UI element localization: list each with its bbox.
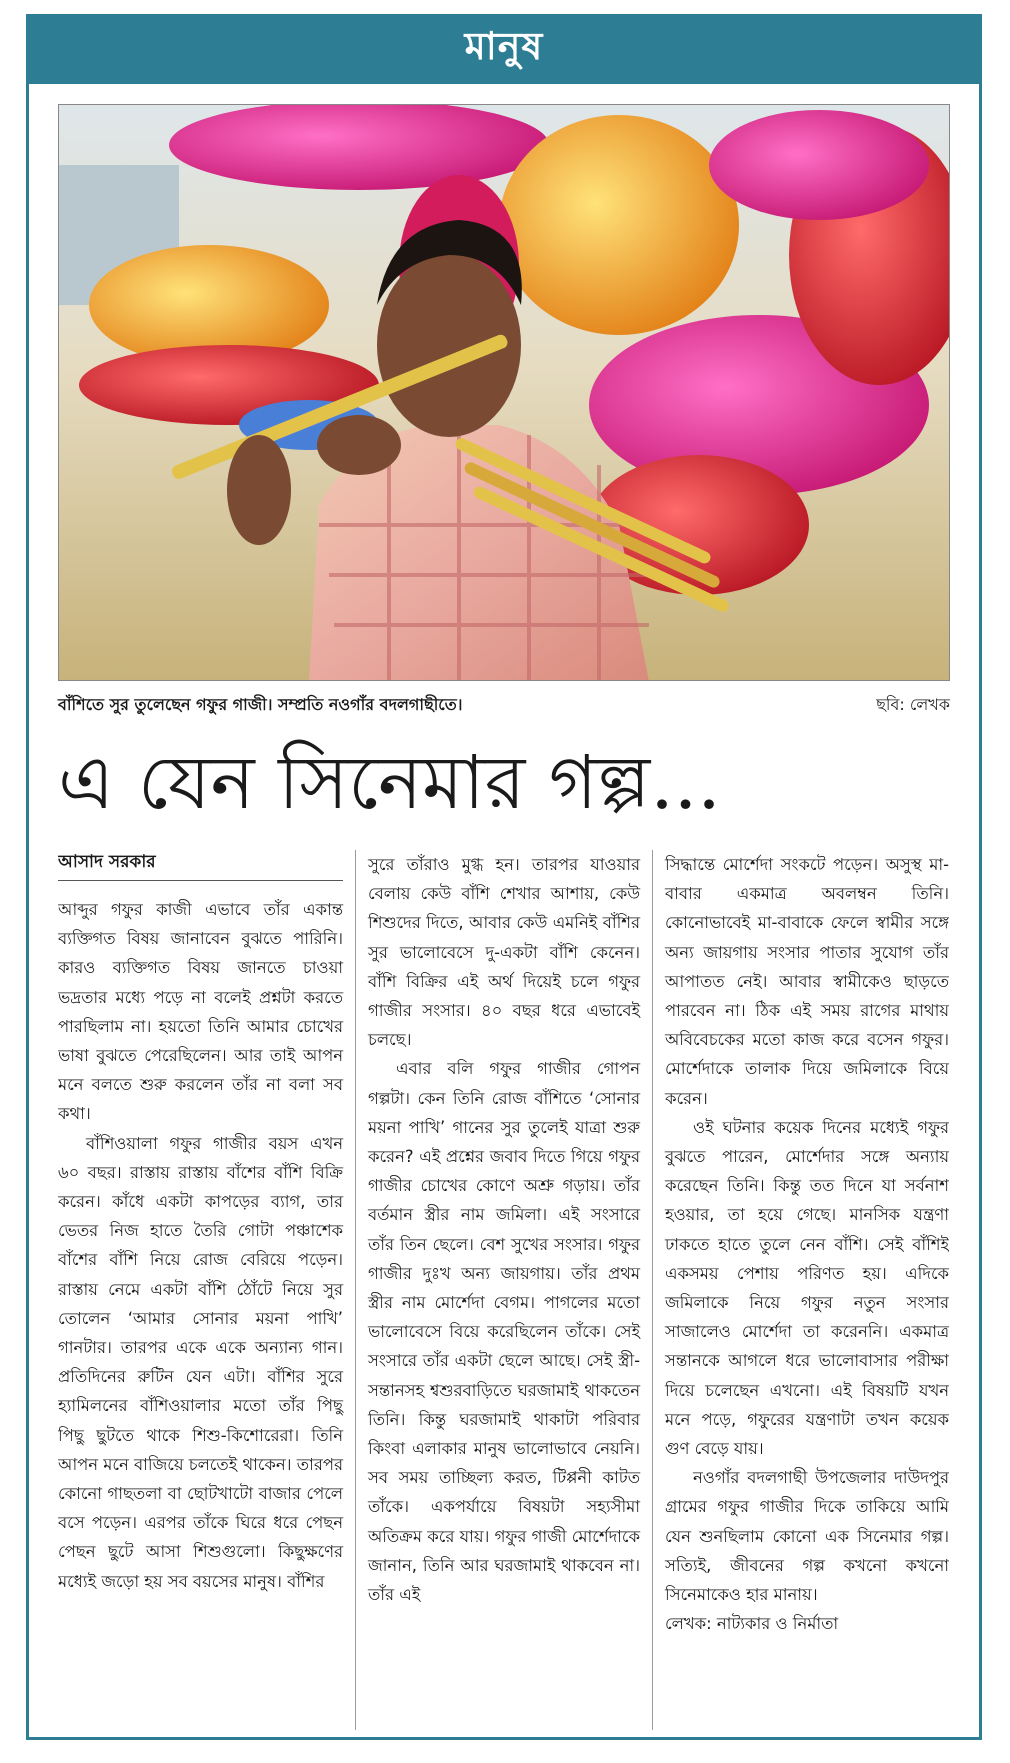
headline: এ যেন সিনেমার গল্প... bbox=[58, 740, 721, 826]
column-3 bbox=[652, 850, 949, 1730]
column-2 bbox=[355, 850, 652, 1730]
paragraph: ওই ঘটনার কয়েক দিনের মধ্যেই গফুর বুঝতে পারেন, মোর্শেদার সঙ্গে অন্যায় করেছেন তিনি। কিন্তু তত দিনে যা সর্বনাশ হওয়ার, তা হয়ে গেছে। মানসিক যন্ত্রণা ঢাকতে হাতে তুলে নেন বাঁশি। সেই বাঁশিই একসময় পেশায় পরিণত হয়। এদিকে জমিলাকে নিয়ে গফুর নতুন সংসার সাজালেও মোর্শেদা তা করেননি। একমাত্র সন্তানকে আগলে ধরে ভালোবাসার পরীক্ষা দিয়ে চলেছেন এখনো। এই বিষয়টি যখন মনে পড়ে, গফুরের যন্ত্রণাটা তখন কয়েক গুণ বেড়ে যায়। bbox=[665, 1117, 949, 1459]
photo-caption-row bbox=[58, 690, 950, 720]
article-photo bbox=[58, 104, 950, 681]
author-note: লেখক: নাট্যকার ও নির্মাতা bbox=[665, 1614, 839, 1634]
photo-illustration bbox=[59, 105, 950, 681]
column-1 bbox=[58, 850, 355, 1730]
paragraph: বাঁশিওয়ালা গফুর গাজীর বয়স এখন ৬০ বছর। রাস্তায় রাস্তায় বাঁশের বাঁশি বিক্রি করেন। কাঁধে একটা কাপড়ের ব্যাগ, তার ভেতর নিজ হাতে তৈরি গোটা পঞ্চাশেক বাঁশের বাঁশি নিয়ে রোজ বেরিয়ে পড়েন। রাস্তায় নেমে একটা বাঁশি ঠোঁটে নিয়ে সুর তোলেন ‘আমার সোনার ময়না পাখি’ গানটার। তারপর একে একে অন্যান্য গান। প্রতিদিনের রুটিন যেন এটা। বাঁশির সুরে হ্যামিলনের বাঁশিওয়ালার মতো তাঁর পিছু পিছু ছুটতে থাকে শিশু-কিশোরেরা। তিনি আপন মনে বাজিয়ে চলতেই থাকেন। তারপর কোনো গাছতলা বা ছোটখাটো বাজার পেলে বসে পড়েন। এরপর তাঁকে ঘিরে ধরে পেছন পেছন ছুটে আসা শিশুগুলো। কিছুক্ষণের মধ্যেই জড়ো হয় সব বয়সের মানুষ। বাঁশির bbox=[58, 1133, 343, 1591]
section-header bbox=[26, 14, 982, 84]
section-title: মানুষ bbox=[464, 24, 544, 68]
article-body bbox=[58, 850, 950, 1730]
paragraph: সুরে তাঁরাও মুগ্ধ হন। তারপর যাওয়ার বেলায় কেউ বাঁশি শেখার আশায়, কেউ শিশুদের দিতে, আবার কেউ এমনিই বাঁশির সুর ভালোবেসে দু-একটা বাঁশি কেনেন। বাঁশি বিক্রির এই অর্থ দিয়েই চলে গফুর গাজীর সংসার। ৪০ বছর ধরে এভাবেই চলছে। bbox=[368, 855, 640, 1050]
paragraph: নওগাঁর বদলগাছী উপজেলার দাউদপুর গ্রামের গফুর গাজীর দিকে তাকিয়ে আমি যেন শুনছিলাম কোনো এক সিনেমার গল্প। সত্যিই, জীবনের গল্প কখনো কখনো সিনেমাকেও হার মানায়। bbox=[665, 1468, 949, 1605]
byline: আসাদ সরকার bbox=[58, 850, 343, 881]
paragraph: এবার বলি গফুর গাজীর গোপন গল্পটা। কেন তিনি রোজ বাঁশিতে ‘সোনার ময়না পাখি’ গানের সুর তুলেই যাত্রা শুরু করেন? এই প্রশ্নের জবাব দিতে গিয়ে গফুর গাজীর চোখের কোণে অশ্রু গড়ায়। তাঁর বর্তমান স্ত্রীর নাম জমিলা। এই সংসারে তাঁর তিন ছেলে। বেশ সুখের সংসার। গফুর গাজীর দুঃখ অন্য জায়গায়। তাঁর প্রথম স্ত্রীর নাম মোর্শেদা বেগম। পাগলের মতো ভালোবেসে বিয়ে করেছিলেন তাঁকে। সেই সংসারে তাঁর একটা ছেলে আছে। সেই স্ত্রী-সন্তানসহ শ্বশুরবাড়িতে ঘরজামাই থাকতেন তিনি। কিন্তু ঘরজামাই থাকাটা পরিবার কিংবা এলাকার মানুষ ভালোভাবে নেয়নি। সব সময় তাচ্ছিল্য করত, টিপ্পনী কাটত তাঁকে। একপর্যায়ে বিষয়টা সহ্যসীমা অতিক্রম করে যায়। গফুর গাজী মোর্শেদাকে জানান, তিনি আর ঘরজামাই থাকবেন না। তাঁর এই bbox=[368, 1059, 640, 1605]
paragraph: সিদ্ধান্তে মোর্শেদা সংকটে পড়েন। অসুস্থ মা-বাবার একমাত্র অবলম্বন তিনি। কোনোভাবেই মা-বাবাকে ফেলে স্বামীর সঙ্গে অন্য জায়গায় সংসার পাতার সুযোগ তাঁর আপাতত নেই। আবার স্বামীকেও ছাড়তে পারবেন না। ঠিক এই সময় রাগের মাথায় অবিবেচকের মতো কাজ করে বসেন গফুর। মোর্শেদাকে তালাক দিয়ে জমিলাকে বিয়ে করেন। bbox=[665, 855, 949, 1108]
paragraph: আব্দুর গফুর কাজী এভাবে তাঁর একান্ত ব্যক্তিগত বিষয় জানাবেন বুঝতে পারিনি। কারও ব্যক্তিগত বিষয় জানতে চাওয়া ভদ্রতার মধ্যে পড়ে না বলেই প্রশ্নটা করতে পারছিলাম না। হয়তো তিনি আমার চোখের ভাষা বুঝতে পেরেছিলেন। আর তাই আপন মনে বলতে শুরু করলেন তাঁর না বলা সব কথা। bbox=[58, 900, 343, 1124]
photo-credit: ছবি: লেখক bbox=[876, 694, 950, 714]
photo-caption: বাঁশিতে সুর তুলেছেন গফুর গাজী। সম্প্রতি নওগাঁর বদলগাছীতে। bbox=[58, 694, 463, 714]
